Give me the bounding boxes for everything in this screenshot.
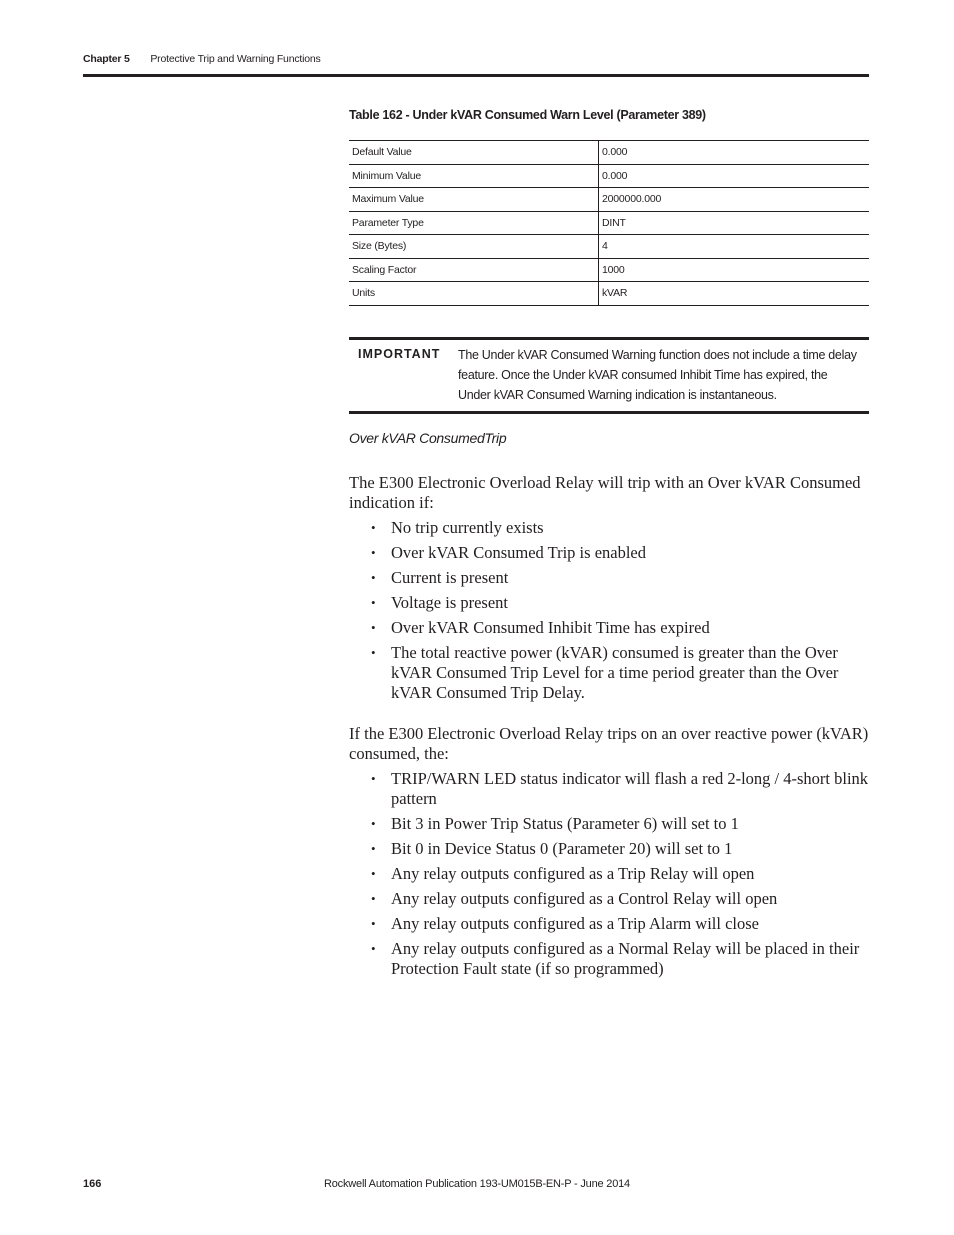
row-label: Minimum Value <box>349 164 599 188</box>
list-item: • Any relay outputs configured as a Normal Relay will be placed in their Protection Fault state (if so programmed) <box>349 939 869 979</box>
trip-results-list <box>349 769 869 984</box>
header-rule <box>83 74 869 77</box>
page-number: 166 <box>83 1178 102 1190</box>
list-item: • The total reactive power (kVAR) consumed is greater than the Over kVAR Consumed Trip Level for a time period greater than the Over kVAR Consumed Trip Delay. <box>349 643 869 703</box>
table-row <box>349 141 869 165</box>
trip-conditions-list <box>349 518 869 708</box>
running-header <box>83 53 321 65</box>
row-label: Maximum Value <box>349 188 599 212</box>
table-row <box>349 188 869 212</box>
row-value: kVAR <box>599 282 870 306</box>
list-item: • Bit 3 in Power Trip Status (Parameter 6) will set to 1 <box>349 814 869 834</box>
list-item: • Bit 0 in Device Status 0 (Parameter 20) will set to 1 <box>349 839 869 859</box>
trip-results-intro: If the E300 Electronic Overload Relay trips on an over reactive power (kVAR) consumed, the: <box>349 724 869 763</box>
trip-conditions-intro: The E300 Electronic Overload Relay will trip with an Over kVAR Consumed indication if: <box>349 473 861 512</box>
list-item: • Any relay outputs configured as a Trip Alarm will close <box>349 914 869 934</box>
row-value: 0.000 <box>599 141 870 165</box>
row-label: Parameter Type <box>349 211 599 235</box>
list-item: • No trip currently exists <box>349 518 869 538</box>
row-label: Default Value <box>349 141 599 165</box>
important-tag: IMPORTANT <box>358 347 441 361</box>
list-item: • Over kVAR Consumed Trip is enabled <box>349 543 869 563</box>
chapter-label: Chapter 5 <box>83 53 130 65</box>
row-value: 2000000.000 <box>599 188 870 212</box>
row-label: Scaling Factor <box>349 258 599 282</box>
table-row <box>349 211 869 235</box>
table-row <box>349 164 869 188</box>
publication-footer: Rockwell Automation Publication 193-UM015B-EN-P - June 2014 <box>324 1178 630 1190</box>
list-item: • TRIP/WARN LED status indicator will flash a red 2-long / 4-short blink pattern <box>349 769 869 809</box>
important-text: The Under kVAR Consumed Warning function does not include a time delay feature. Once the Under kVAR consumed Inhibit Time has expired, the Under kVAR Consumed Warning indication is instantaneous. <box>458 348 857 402</box>
table-caption: Table 162 - Under kVAR Consumed Warn Level (Parameter 389) <box>349 108 706 122</box>
table-row <box>349 235 869 259</box>
row-value: 1000 <box>599 258 870 282</box>
section-heading: Over kVAR ConsumedTrip <box>349 430 507 446</box>
row-label: Units <box>349 282 599 306</box>
list-item: • Current is present <box>349 568 869 588</box>
list-item: • Voltage is present <box>349 593 869 613</box>
table-row <box>349 282 869 306</box>
parameter-table <box>349 140 869 306</box>
section-title: Protective Trip and Warning Functions <box>150 53 321 65</box>
list-item: • Over kVAR Consumed Inhibit Time has expired <box>349 618 869 638</box>
row-value: 4 <box>599 235 870 259</box>
row-value: DINT <box>599 211 870 235</box>
list-item: • Any relay outputs configured as a Trip Relay will open <box>349 864 869 884</box>
important-callout <box>349 337 869 414</box>
row-label: Size (Bytes) <box>349 235 599 259</box>
table-row <box>349 258 869 282</box>
list-item: • Any relay outputs configured as a Control Relay will open <box>349 889 869 909</box>
row-value: 0.000 <box>599 164 870 188</box>
